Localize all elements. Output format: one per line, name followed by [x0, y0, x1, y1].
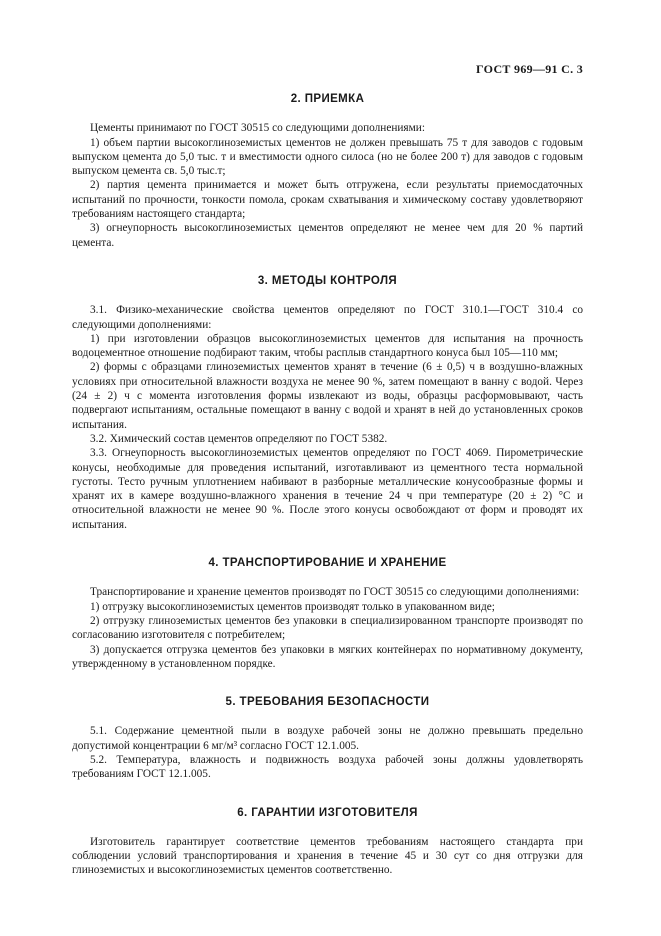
section-title: 4. ТРАНСПОРТИРОВАНИЕ И ХРАНЕНИЕ	[208, 557, 447, 570]
document-body	[72, 92, 583, 902]
page-header: ГОСТ 969—91 С. 3	[476, 62, 583, 76]
paragraph: 2) партия цемента принимается и может быть отгружена, если результаты приемосдаточных испытаний по прочности, тонкости помола, срокам схватывания и химическому составу удовлетворяют требованиям настоящего стандарта;	[72, 179, 583, 221]
section-title: 2. ПРИЕМКА	[290, 93, 365, 105]
section-transport-storage	[72, 556, 583, 671]
section-title: 5. ТРЕБОВАНИЯ БЕЗОПАСНОСТИ	[225, 696, 430, 709]
section-title: 3. МЕТОДЫ КОНТРОЛЯ	[257, 274, 398, 287]
paragraph: 3) допускается отгрузка цементов без упаковки в мягких контейнерах по нормативному документу, утвержденному в установленном порядке.	[72, 643, 583, 670]
section-acceptance	[72, 92, 583, 250]
section-warranty	[72, 806, 583, 878]
paragraph: 5.2. Температура, влажность и подвижность воздуха рабочей зоны должны удовлетворять требованиям ГОСТ 12.1.005.	[72, 753, 583, 781]
paragraph: 2) отгрузку глиноземистых цементов без упаковки в специализированном транспорте производят по согласованию изготовителя с потребителем;	[72, 614, 583, 642]
paragraph: 3) огнеупорность высокоглиноземистых цементов определяют не менее чем для 20 % партий цемента.	[72, 222, 583, 249]
paragraph: 5.1. Содержание цементной пыли в воздухе рабочей зоны не должно превышать предельно допустимой концентрации 6 мг/м³ согласно ГОСТ 12.1.005.	[72, 725, 583, 752]
section-safety	[72, 695, 583, 781]
paragraph: 2) формы с образцами глиноземистых цементов хранят в течение (6 ± 0,5) ч в воздушно-влажных условиях при относительной влажности воздуха не менее 90 %, затем помещают в ванну с водой. Через (24 ± 2) ч с момента изготовления формы извлекают из воды, образцы расформовывают, часть подвергают испытаниям, остальные помещают в ванну с водой и хранят в ней до установленных сроков испытания.	[72, 361, 583, 431]
paragraph: Транспортирование и хранение цементов производят по ГОСТ 30515 со следующими дополнениями:	[90, 586, 580, 599]
section-control-methods	[72, 274, 583, 532]
paragraph: 3.2. Химический состав цементов определяют по ГОСТ 5382.	[90, 432, 388, 445]
paragraph: 3.3. Огнеупорность высокоглиноземистых цементов определяют по ГОСТ 4069. Пирометрические конусы, необходимые для проведения испытаний, изготавливают из цементного теста нормальной густоты. Тесто ручным уплотнением набивают в разборные металлические конусообразные формы и хранят их в камере воздушно-влажного хранения в течение 24 ч при температуре (20 ± 2) °С и относительной влажности не менее 90 %. После этого конусы освобождают от форм и проводят их испытания.	[72, 447, 583, 531]
paragraph: Цементы принимают по ГОСТ 30515 со следующими дополнениями:	[90, 122, 425, 135]
paragraph: 1) объем партии высокоглиноземистых цементов не должен превышать 75 т для заводов с годовым выпуском цемента до 5,0 тыс. т и вместимости одного силоса (но не более 200 т) для заводов с годовым выпуском цемента св. 5,0 тыс.т;	[72, 136, 583, 178]
paragraph: 3.1. Физико-механические свойства цементов определяют по ГОСТ 310.1—ГОСТ 310.4 со следующими дополнениями:	[72, 304, 583, 331]
paragraph: Изготовитель гарантирует соответствие цементов требованиям настоящего стандарта при соблюдении условий транспортирования и хранения в течение 45 и 30 сут со дня отгрузки для глиноземистых и высокоглиноземистых цементов соответственно.	[72, 835, 583, 877]
paragraph: 1) при изготовлении образцов высокоглиноземистых цементов для испытания на прочность водоцементное отношение подбирают таким, чтобы расплыв стандартного конуса был 105—110 мм;	[72, 332, 583, 360]
section-title: 6. ГАРАНТИИ ИЗГОТОВИТЕЛЯ	[237, 806, 418, 819]
paragraph: 1) отгрузку высокоглиноземистых цементов производят только в упакованном виде;	[90, 600, 495, 613]
